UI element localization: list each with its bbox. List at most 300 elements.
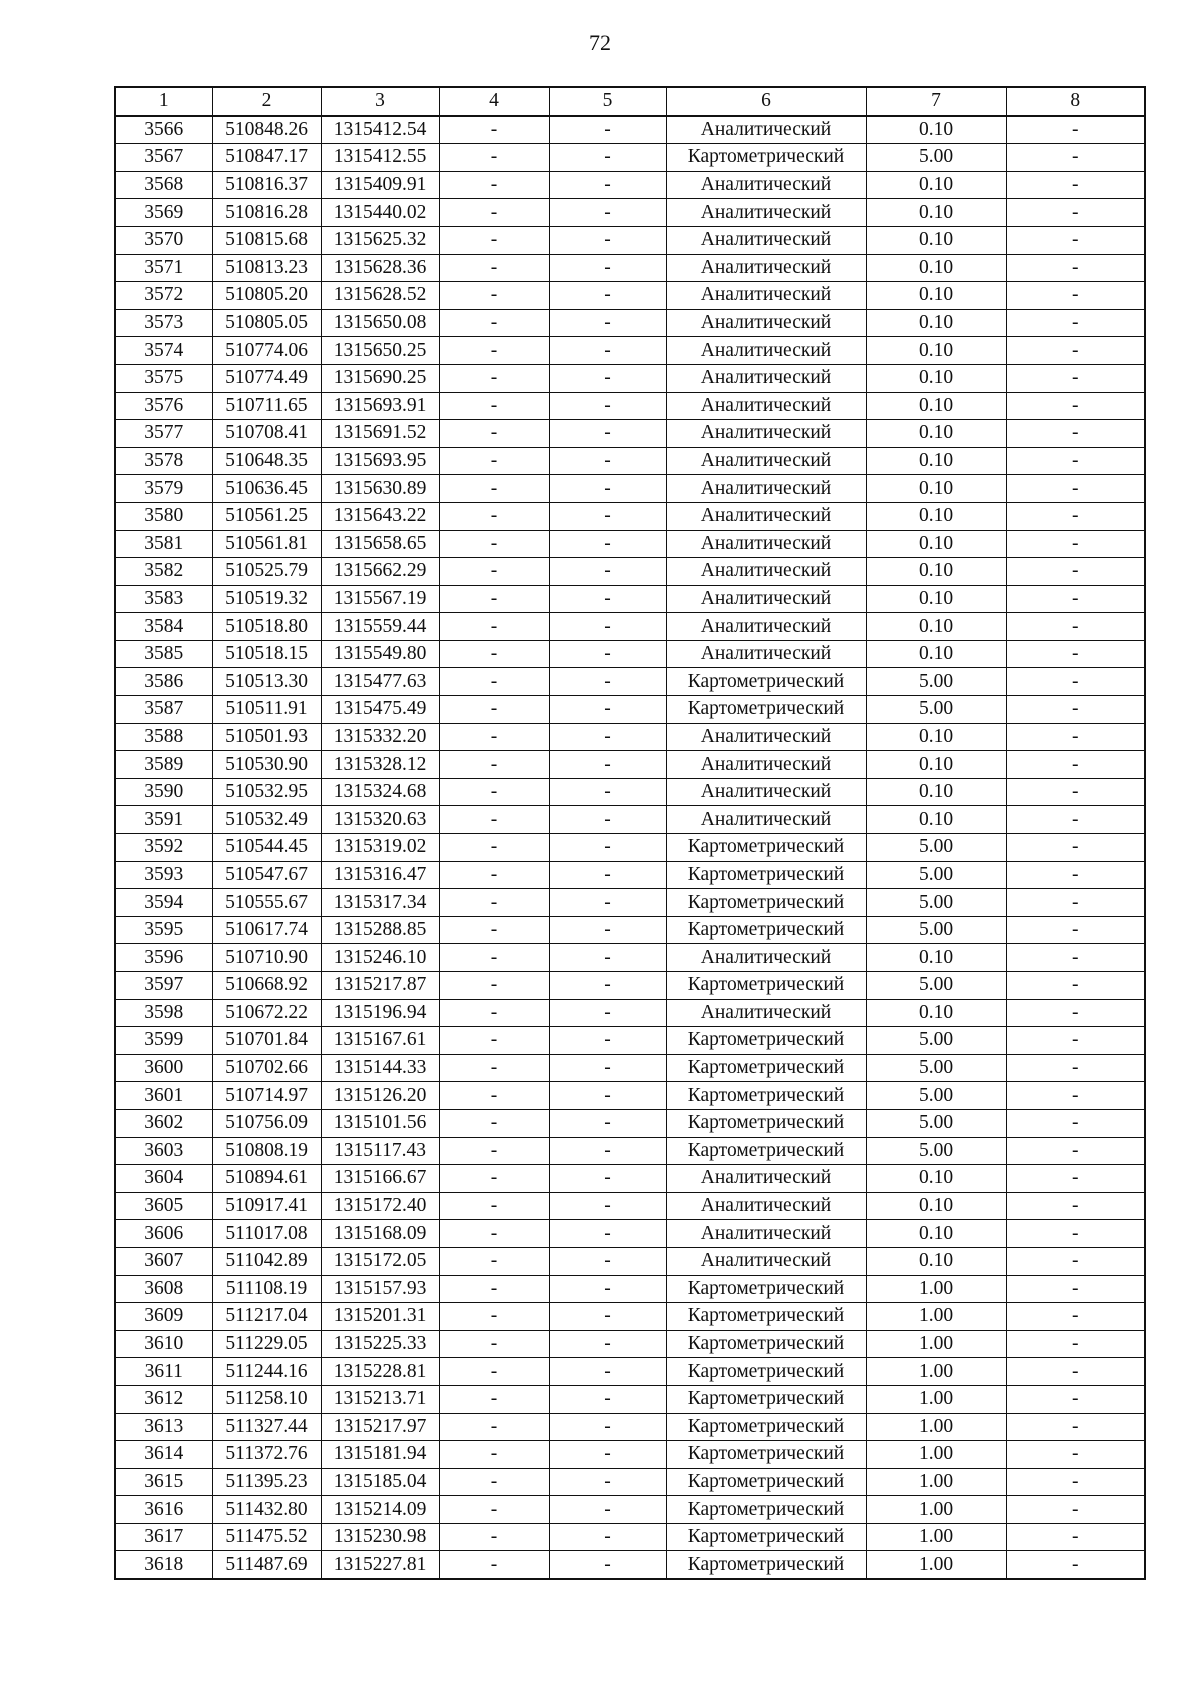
col8-cell: - [1006, 1247, 1145, 1275]
table-row [115, 723, 1145, 751]
col5-cell: - [549, 1330, 666, 1358]
point-number-cell: 3586 [115, 668, 212, 696]
col4-cell: - [439, 1082, 549, 1110]
table-row [115, 1247, 1145, 1275]
col5-cell: - [549, 1413, 666, 1441]
accuracy-cell: 1.00 [866, 1275, 1006, 1303]
accuracy-cell: 0.10 [866, 640, 1006, 668]
table-row [115, 806, 1145, 834]
point-number-cell: 3614 [115, 1441, 212, 1469]
method-cell: Аналитический [666, 1165, 866, 1193]
col8-cell: - [1006, 696, 1145, 724]
method-cell: Картометрический [666, 1413, 866, 1441]
table-row [115, 999, 1145, 1027]
table-body [115, 116, 1145, 1579]
x-coordinate-cell: 510668.92 [212, 972, 321, 1000]
col5-cell: - [549, 1165, 666, 1193]
accuracy-cell: 5.00 [866, 1054, 1006, 1082]
col5-cell: - [549, 1137, 666, 1165]
col8-cell: - [1006, 613, 1145, 641]
col5-cell: - [549, 116, 666, 144]
table-row [115, 668, 1145, 696]
point-number-cell: 3567 [115, 144, 212, 172]
col8-cell: - [1006, 144, 1145, 172]
accuracy-cell: 0.10 [866, 558, 1006, 586]
y-coordinate-cell: 1315217.87 [321, 972, 439, 1000]
col8-cell: - [1006, 944, 1145, 972]
point-number-cell: 3607 [115, 1247, 212, 1275]
col5-cell: - [549, 999, 666, 1027]
x-coordinate-cell: 510532.95 [212, 778, 321, 806]
point-number-cell: 3585 [115, 640, 212, 668]
method-cell: Аналитический [666, 392, 866, 420]
accuracy-cell: 0.10 [866, 751, 1006, 779]
col5-cell: - [549, 916, 666, 944]
table-row [115, 1468, 1145, 1496]
method-cell: Аналитический [666, 447, 866, 475]
col4-cell: - [439, 1358, 549, 1386]
y-coordinate-cell: 1315691.52 [321, 420, 439, 448]
column-header: 1 [115, 87, 212, 116]
col4-cell: - [439, 364, 549, 392]
method-cell: Картометрический [666, 889, 866, 917]
method-cell: Аналитический [666, 226, 866, 254]
col4-cell: - [439, 1109, 549, 1137]
method-cell: Аналитический [666, 530, 866, 558]
col5-cell: - [549, 834, 666, 862]
col5-cell: - [549, 751, 666, 779]
method-cell: Аналитический [666, 751, 866, 779]
table-row [115, 282, 1145, 310]
point-number-cell: 3601 [115, 1082, 212, 1110]
x-coordinate-cell: 511017.08 [212, 1220, 321, 1248]
column-header: 5 [549, 87, 666, 116]
accuracy-cell: 0.10 [866, 502, 1006, 530]
table-row [115, 585, 1145, 613]
col8-cell: - [1006, 558, 1145, 586]
col5-cell: - [549, 254, 666, 282]
col8-cell: - [1006, 972, 1145, 1000]
point-number-cell: 3589 [115, 751, 212, 779]
x-coordinate-cell: 510714.97 [212, 1082, 321, 1110]
method-cell: Картометрический [666, 1054, 866, 1082]
col8-cell: - [1006, 889, 1145, 917]
col4-cell: - [439, 1137, 549, 1165]
col4-cell: - [439, 447, 549, 475]
point-number-cell: 3603 [115, 1137, 212, 1165]
point-number-cell: 3592 [115, 834, 212, 862]
column-header: 4 [439, 87, 549, 116]
col5-cell: - [549, 1192, 666, 1220]
method-cell: Картометрический [666, 1551, 866, 1579]
x-coordinate-cell: 511432.80 [212, 1496, 321, 1524]
accuracy-cell: 1.00 [866, 1303, 1006, 1331]
accuracy-cell: 0.10 [866, 309, 1006, 337]
accuracy-cell: 0.10 [866, 1192, 1006, 1220]
table-row [115, 171, 1145, 199]
col5-cell: - [549, 1441, 666, 1469]
table-row [115, 1275, 1145, 1303]
y-coordinate-cell: 1315409.91 [321, 171, 439, 199]
point-number-cell: 3615 [115, 1468, 212, 1496]
column-header: 6 [666, 87, 866, 116]
method-cell: Аналитический [666, 778, 866, 806]
col8-cell: - [1006, 1109, 1145, 1137]
x-coordinate-cell: 510513.30 [212, 668, 321, 696]
col5-cell: - [549, 337, 666, 365]
col8-cell: - [1006, 1054, 1145, 1082]
y-coordinate-cell: 1315332.20 [321, 723, 439, 751]
point-number-cell: 3583 [115, 585, 212, 613]
col5-cell: - [549, 502, 666, 530]
table-row [115, 1413, 1145, 1441]
y-coordinate-cell: 1315227.81 [321, 1551, 439, 1579]
col8-cell: - [1006, 1468, 1145, 1496]
point-number-cell: 3587 [115, 696, 212, 724]
table-row [115, 1330, 1145, 1358]
col5-cell: - [549, 1082, 666, 1110]
y-coordinate-cell: 1315201.31 [321, 1303, 439, 1331]
y-coordinate-cell: 1315288.85 [321, 916, 439, 944]
accuracy-cell: 0.10 [866, 199, 1006, 227]
col8-cell: - [1006, 1165, 1145, 1193]
col4-cell: - [439, 1247, 549, 1275]
point-number-cell: 3595 [115, 916, 212, 944]
y-coordinate-cell: 1315126.20 [321, 1082, 439, 1110]
col5-cell: - [549, 530, 666, 558]
col8-cell: - [1006, 585, 1145, 613]
y-coordinate-cell: 1315101.56 [321, 1109, 439, 1137]
accuracy-cell: 0.10 [866, 116, 1006, 144]
col4-cell: - [439, 972, 549, 1000]
method-cell: Аналитический [666, 585, 866, 613]
col4-cell: - [439, 861, 549, 889]
point-number-cell: 3582 [115, 558, 212, 586]
point-number-cell: 3566 [115, 116, 212, 144]
x-coordinate-cell: 510774.49 [212, 364, 321, 392]
point-number-cell: 3572 [115, 282, 212, 310]
method-cell: Аналитический [666, 1192, 866, 1220]
col4-cell: - [439, 254, 549, 282]
col8-cell: - [1006, 254, 1145, 282]
y-coordinate-cell: 1315690.25 [321, 364, 439, 392]
col5-cell: - [549, 420, 666, 448]
y-coordinate-cell: 1315168.09 [321, 1220, 439, 1248]
point-number-cell: 3569 [115, 199, 212, 227]
col8-cell: - [1006, 447, 1145, 475]
table-row [115, 640, 1145, 668]
method-cell: Аналитический [666, 806, 866, 834]
y-coordinate-cell: 1315316.47 [321, 861, 439, 889]
table-row [115, 558, 1145, 586]
y-coordinate-cell: 1315217.97 [321, 1413, 439, 1441]
x-coordinate-cell: 511372.76 [212, 1441, 321, 1469]
accuracy-cell: 5.00 [866, 916, 1006, 944]
col8-cell: - [1006, 1441, 1145, 1469]
col5-cell: - [549, 1027, 666, 1055]
y-coordinate-cell: 1315630.89 [321, 475, 439, 503]
method-cell: Картометрический [666, 861, 866, 889]
col4-cell: - [439, 1303, 549, 1331]
x-coordinate-cell: 510561.25 [212, 502, 321, 530]
point-number-cell: 3577 [115, 420, 212, 448]
point-number-cell: 3596 [115, 944, 212, 972]
y-coordinate-cell: 1315440.02 [321, 199, 439, 227]
col4-cell: - [439, 282, 549, 310]
accuracy-cell: 5.00 [866, 1109, 1006, 1137]
x-coordinate-cell: 510648.35 [212, 447, 321, 475]
accuracy-cell: 5.00 [866, 1082, 1006, 1110]
table-row [115, 1496, 1145, 1524]
col8-cell: - [1006, 475, 1145, 503]
col8-cell: - [1006, 530, 1145, 558]
point-number-cell: 3606 [115, 1220, 212, 1248]
col4-cell: - [439, 1523, 549, 1551]
col4-cell: - [439, 309, 549, 337]
method-cell: Картометрический [666, 696, 866, 724]
y-coordinate-cell: 1315567.19 [321, 585, 439, 613]
col5-cell: - [549, 199, 666, 227]
y-coordinate-cell: 1315167.61 [321, 1027, 439, 1055]
col5-cell: - [549, 1385, 666, 1413]
x-coordinate-cell: 510805.20 [212, 282, 321, 310]
accuracy-cell: 0.10 [866, 392, 1006, 420]
col8-cell: - [1006, 392, 1145, 420]
x-coordinate-cell: 510805.05 [212, 309, 321, 337]
col5-cell: - [549, 171, 666, 199]
col4-cell: - [439, 1165, 549, 1193]
point-number-cell: 3600 [115, 1054, 212, 1082]
col8-cell: - [1006, 1413, 1145, 1441]
accuracy-cell: 5.00 [866, 834, 1006, 862]
method-cell: Аналитический [666, 1220, 866, 1248]
method-cell: Аналитический [666, 640, 866, 668]
y-coordinate-cell: 1315412.54 [321, 116, 439, 144]
table-row [115, 226, 1145, 254]
x-coordinate-cell: 510532.49 [212, 806, 321, 834]
col8-cell: - [1006, 1551, 1145, 1579]
col8-cell: - [1006, 1523, 1145, 1551]
col5-cell: - [549, 226, 666, 254]
x-coordinate-cell: 510518.80 [212, 613, 321, 641]
table-row [115, 1137, 1145, 1165]
method-cell: Картометрический [666, 1385, 866, 1413]
y-coordinate-cell: 1315324.68 [321, 778, 439, 806]
method-cell: Аналитический [666, 999, 866, 1027]
x-coordinate-cell: 511487.69 [212, 1551, 321, 1579]
table-row [115, 447, 1145, 475]
method-cell: Аналитический [666, 337, 866, 365]
point-number-cell: 3599 [115, 1027, 212, 1055]
accuracy-cell: 0.10 [866, 778, 1006, 806]
y-coordinate-cell: 1315693.91 [321, 392, 439, 420]
y-coordinate-cell: 1315185.04 [321, 1468, 439, 1496]
col4-cell: - [439, 696, 549, 724]
table-row [115, 751, 1145, 779]
x-coordinate-cell: 510555.67 [212, 889, 321, 917]
x-coordinate-cell: 510518.15 [212, 640, 321, 668]
accuracy-cell: 0.10 [866, 1165, 1006, 1193]
accuracy-cell: 0.10 [866, 613, 1006, 641]
table-row [115, 144, 1145, 172]
method-cell: Картометрический [666, 1358, 866, 1386]
col4-cell: - [439, 1468, 549, 1496]
column-header: 7 [866, 87, 1006, 116]
col4-cell: - [439, 199, 549, 227]
col4-cell: - [439, 1054, 549, 1082]
x-coordinate-cell: 510701.84 [212, 1027, 321, 1055]
col5-cell: - [549, 1109, 666, 1137]
col4-cell: - [439, 999, 549, 1027]
y-coordinate-cell: 1315475.49 [321, 696, 439, 724]
col5-cell: - [549, 309, 666, 337]
point-number-cell: 3616 [115, 1496, 212, 1524]
col4-cell: - [439, 392, 549, 420]
y-coordinate-cell: 1315144.33 [321, 1054, 439, 1082]
col5-cell: - [549, 778, 666, 806]
x-coordinate-cell: 510547.67 [212, 861, 321, 889]
point-number-cell: 3613 [115, 1413, 212, 1441]
column-header: 2 [212, 87, 321, 116]
col8-cell: - [1006, 364, 1145, 392]
method-cell: Аналитический [666, 171, 866, 199]
point-number-cell: 3594 [115, 889, 212, 917]
col4-cell: - [439, 778, 549, 806]
table-row [115, 696, 1145, 724]
col4-cell: - [439, 944, 549, 972]
y-coordinate-cell: 1315662.29 [321, 558, 439, 586]
point-number-cell: 3597 [115, 972, 212, 1000]
x-coordinate-cell: 510756.09 [212, 1109, 321, 1137]
col5-cell: - [549, 613, 666, 641]
method-cell: Картометрический [666, 1137, 866, 1165]
table-row [115, 116, 1145, 144]
accuracy-cell: 5.00 [866, 144, 1006, 172]
accuracy-cell: 5.00 [866, 668, 1006, 696]
col5-cell: - [549, 1275, 666, 1303]
table-row [115, 1523, 1145, 1551]
col5-cell: - [549, 1303, 666, 1331]
y-coordinate-cell: 1315196.94 [321, 999, 439, 1027]
col8-cell: - [1006, 1330, 1145, 1358]
y-coordinate-cell: 1315157.93 [321, 1275, 439, 1303]
method-cell: Аналитический [666, 944, 866, 972]
table-row [115, 309, 1145, 337]
col5-cell: - [549, 1551, 666, 1579]
col5-cell: - [549, 585, 666, 613]
col8-cell: - [1006, 861, 1145, 889]
col5-cell: - [549, 668, 666, 696]
method-cell: Картометрический [666, 1109, 866, 1137]
table-row [115, 1109, 1145, 1137]
y-coordinate-cell: 1315658.65 [321, 530, 439, 558]
table-row [115, 502, 1145, 530]
table-row [115, 1082, 1145, 1110]
y-coordinate-cell: 1315225.33 [321, 1330, 439, 1358]
x-coordinate-cell: 510561.81 [212, 530, 321, 558]
col4-cell: - [439, 806, 549, 834]
accuracy-cell: 0.10 [866, 447, 1006, 475]
point-number-cell: 3602 [115, 1109, 212, 1137]
point-number-cell: 3609 [115, 1303, 212, 1331]
col8-cell: - [1006, 502, 1145, 530]
col5-cell: - [549, 144, 666, 172]
x-coordinate-cell: 510708.41 [212, 420, 321, 448]
table-row [115, 889, 1145, 917]
col5-cell: - [549, 1358, 666, 1386]
col4-cell: - [439, 1220, 549, 1248]
col4-cell: - [439, 502, 549, 530]
accuracy-cell: 0.10 [866, 337, 1006, 365]
point-number-cell: 3578 [115, 447, 212, 475]
col4-cell: - [439, 1275, 549, 1303]
method-cell: Аналитический [666, 1247, 866, 1275]
col4-cell: - [439, 1192, 549, 1220]
method-cell: Картометрический [666, 144, 866, 172]
method-cell: Картометрический [666, 972, 866, 1000]
col4-cell: - [439, 640, 549, 668]
col4-cell: - [439, 475, 549, 503]
y-coordinate-cell: 1315166.67 [321, 1165, 439, 1193]
point-number-cell: 3598 [115, 999, 212, 1027]
point-number-cell: 3568 [115, 171, 212, 199]
accuracy-cell: 1.00 [866, 1385, 1006, 1413]
x-coordinate-cell: 510519.32 [212, 585, 321, 613]
accuracy-cell: 0.10 [866, 585, 1006, 613]
x-coordinate-cell: 510894.61 [212, 1165, 321, 1193]
x-coordinate-cell: 511229.05 [212, 1330, 321, 1358]
col8-cell: - [1006, 1192, 1145, 1220]
table-row [115, 834, 1145, 862]
col4-cell: - [439, 1385, 549, 1413]
accuracy-cell: 0.10 [866, 1220, 1006, 1248]
point-number-cell: 3571 [115, 254, 212, 282]
col8-cell: - [1006, 640, 1145, 668]
accuracy-cell: 0.10 [866, 171, 1006, 199]
method-cell: Картометрический [666, 834, 866, 862]
x-coordinate-cell: 510710.90 [212, 944, 321, 972]
x-coordinate-cell: 511327.44 [212, 1413, 321, 1441]
table-row [115, 861, 1145, 889]
method-cell: Аналитический [666, 116, 866, 144]
point-number-cell: 3570 [115, 226, 212, 254]
point-number-cell: 3617 [115, 1523, 212, 1551]
method-cell: Картометрический [666, 668, 866, 696]
accuracy-cell: 0.10 [866, 226, 1006, 254]
col8-cell: - [1006, 1082, 1145, 1110]
method-cell: Аналитический [666, 364, 866, 392]
col5-cell: - [549, 640, 666, 668]
accuracy-cell: 1.00 [866, 1330, 1006, 1358]
x-coordinate-cell: 510702.66 [212, 1054, 321, 1082]
x-coordinate-cell: 510847.17 [212, 144, 321, 172]
col5-cell: - [549, 861, 666, 889]
col5-cell: - [549, 1247, 666, 1275]
x-coordinate-cell: 510530.90 [212, 751, 321, 779]
col8-cell: - [1006, 199, 1145, 227]
accuracy-cell: 1.00 [866, 1496, 1006, 1524]
col8-cell: - [1006, 1027, 1145, 1055]
col8-cell: - [1006, 420, 1145, 448]
accuracy-cell: 0.10 [866, 475, 1006, 503]
col4-cell: - [439, 530, 549, 558]
x-coordinate-cell: 511258.10 [212, 1385, 321, 1413]
col4-cell: - [439, 668, 549, 696]
x-coordinate-cell: 510544.45 [212, 834, 321, 862]
y-coordinate-cell: 1315246.10 [321, 944, 439, 972]
x-coordinate-cell: 510501.93 [212, 723, 321, 751]
col8-cell: - [1006, 226, 1145, 254]
